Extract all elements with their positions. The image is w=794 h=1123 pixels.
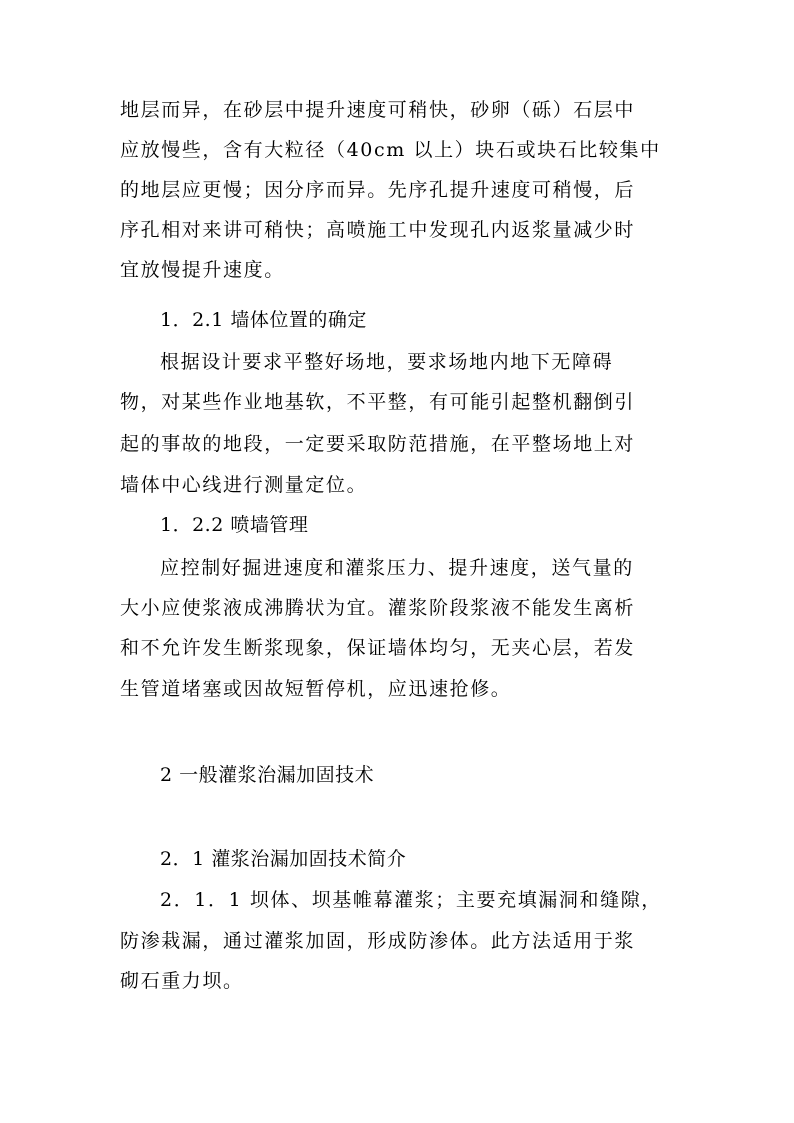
paragraph-line: 2．1．1 坝体、坝基帷幕灌浆；主要充填漏洞和缝隙， bbox=[160, 889, 662, 911]
paragraph-line: 生管道堵塞或因故短暂停机，应迅速抢修。 bbox=[120, 678, 512, 700]
paragraph-line: 宜放慢提升速度。 bbox=[120, 259, 285, 281]
paragraph-line: 应控制好掘进速度和灌浆压力、提升速度，送气量的 bbox=[160, 557, 634, 579]
section-heading: 1．2.2 喷墙管理 bbox=[160, 514, 309, 536]
paragraph-line: 防渗栽漏，通过灌浆加固，形成防渗体。此方法适用于浆 bbox=[120, 930, 636, 952]
chapter-heading: 2 一般灌浆治漏加固技术 bbox=[160, 764, 375, 786]
paragraph-line: 起的事故的地段，一定要采取防范措施，在平整场地上对 bbox=[120, 433, 636, 455]
paragraph-line: 物，对某些作业地基软，不平整，有可能引起整机翻倒引 bbox=[120, 391, 636, 413]
section-heading: 2．1 灌浆治漏加固技术简介 bbox=[160, 848, 407, 870]
paragraph-line: 地层而异，在砂层中提升速度可稍快，砂卵（砾）石层中 bbox=[120, 99, 636, 121]
paragraph-line: 墙体中心线进行测量定位。 bbox=[120, 474, 368, 496]
paragraph-line: 根据设计要求平整好场地，要求场地内地下无障碍 bbox=[160, 351, 614, 373]
paragraph-line: 砌石重力坝。 bbox=[120, 970, 244, 992]
section-heading: 1．2.1 墙体位置的确定 bbox=[160, 309, 367, 331]
paragraph-line: 大小应使浆液成沸腾状为宜。灌浆阶段浆液不能发生离析 bbox=[120, 597, 636, 619]
paragraph-line: 应放慢些，含有大粒径（40cm 以上）块石或块石比较集中 bbox=[120, 139, 661, 161]
paragraph-line: 序孔相对来讲可稍快；高喷施工中发现孔内返浆量减少时 bbox=[120, 219, 636, 241]
paragraph-line: 的地层应更慢；因分序而异。先序孔提升速度可稍慢，后 bbox=[120, 179, 636, 201]
paragraph-line: 和不允许发生断浆现象，保证墙体均匀，无夹心层，若发 bbox=[120, 637, 636, 659]
